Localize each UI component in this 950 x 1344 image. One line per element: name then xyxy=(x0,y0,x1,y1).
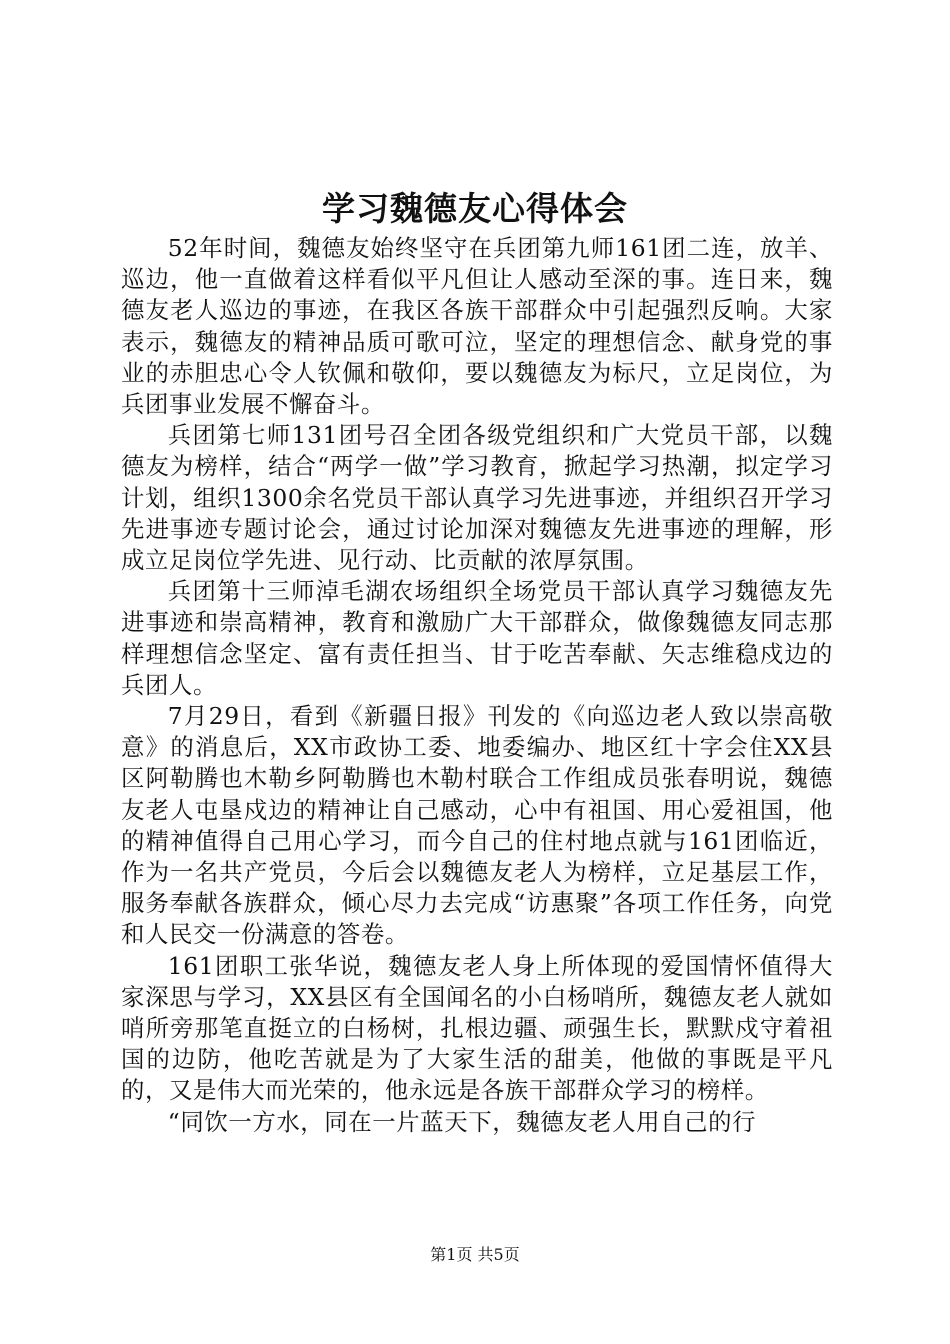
paragraph-4: 7月29日，看到《新疆日报》刊发的《向巡边老人致以崇高敬意》的消息后，XX市政协工委、地委编办、地区红十字会住XX县区阿勒腾也木勒乡阿勒腾也木勒村联合工作组成员张春明说，魏德友老人屯垦戍边的精神让自己感动，心中有祖国、用心爱祖国，他的精神值得自己用心学习，而今自己的住村地点就与161团临近，作为一名共产党员，今后会以魏德友老人为榜样，立足基层工作，服务奉献各族群众，倾心尽力去完成“访惠聚”各项工作任务，向党和人民交一份满意的答卷。 xyxy=(121,702,833,949)
page-footer: 第1页 共5页 xyxy=(430,1245,520,1264)
paragraph-5: 161团职工张华说，魏德友老人身上所体现的爱国情怀值得大家深思与学习，XX县区有全国闻名的小白杨哨所，魏德友老人就如哨所旁那笔直挺立的白杨树，扎根边疆、顽强生长，默默戍守着祖国的边防，他吃苦就是为了大家生活的甜美，他做的事既是平凡的，又是伟大而光荣的，他永远是各族干部群众学习的榜样。 xyxy=(121,951,833,1105)
paragraph-1: 52年时间，魏德友始终坚守在兵团第九师161团二连，放羊、巡边，他一直做着这样看似平凡但让人感动至深的事。连日来，魏德友老人巡边的事迹，在我区各族干部群众中引起强烈反响。大家表示，魏德友的精神品质可歌可泣，坚定的理想信念、献身党的事业的赤胆忠心令人钦佩和敬仰，要以魏德友为标尺，立足岗位，为兵团事业发展不懈奋斗。 xyxy=(121,234,833,419)
document-title: 学习魏德友心得体会 xyxy=(322,189,628,228)
paragraph-6: “同饮一方水，同在一片蓝天下，魏德友老人用自己的行 xyxy=(167,1107,757,1136)
paragraph-3: 兵团第十三师淖毛湖农场组织全场党员干部认真学习魏德友先进事迹和崇高精神，教育和激励广大干部群众，做像魏德友同志那样理想信念坚定、富有责任担当、甘于吃苦奉献、矢志维稳戍边的兵团人。 xyxy=(121,577,833,699)
paragraph-2: 兵团第七师131团号召全团各级党组织和广大党员干部，以魏德友为榜样，结合“两学一做”学习教育，掀起学习热潮，拟定学习计划，组织1300余名党员干部认真学习先进事迹，并组织召开学习先进事迹专题讨论会，通过讨论加深对魏德友先进事迹的理解，形成立足岗位学先进、见行动、比贡献的浓厚氛围。 xyxy=(121,421,833,575)
document-body xyxy=(121,233,833,1138)
